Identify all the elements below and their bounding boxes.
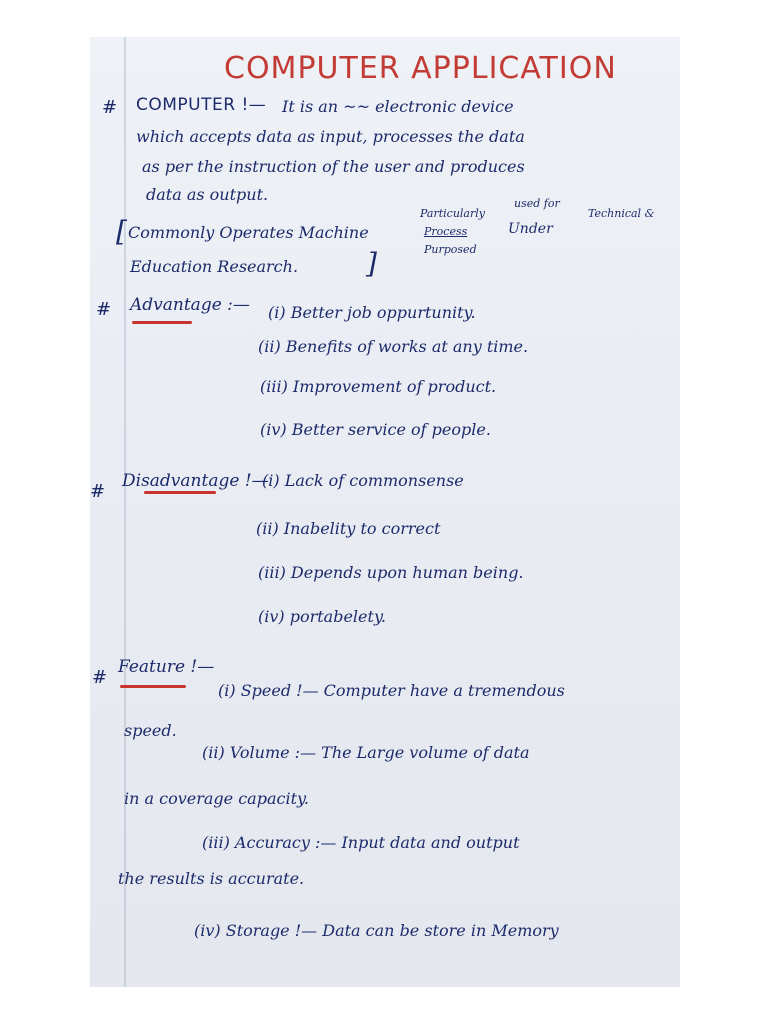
acronym-process: Process [424,225,468,238]
margin-line [124,37,126,987]
acronym-particularly: Particularly [420,207,485,220]
computer-line4: data as output. [146,185,269,204]
advantage-heading: Advantage :— [130,295,250,315]
acronym-line1: Commonly Operates Machine [128,223,369,242]
disadvantage-item-1: (i) Lack of commonsense [262,471,464,490]
advantage-underline [132,321,192,324]
disadvantage-heading: Disadvantage !— [122,471,269,491]
feature-accuracy-line2: the results is accurate. [118,869,305,888]
computer-heading: COMPUTER !— [136,95,267,115]
computer-line3: as per the instruction of the user and produces [142,157,525,176]
computer-line2: which accepts data as input, processes the data [136,127,525,146]
acronym-line2: Education Research. [130,257,299,276]
disadvantage-item-2: (ii) Inabelity to correct [256,519,441,538]
feature-volume-line1: (ii) Volume :— The Large volume of data [202,743,530,762]
feature-underline [120,685,186,688]
feature-volume-line2: in a coverage capacity. [124,789,310,808]
feature-accuracy-line1: (iii) Accuracy :— Input data and output [202,833,520,852]
acronym-used-for: used for [514,197,560,210]
disadvantage-underline [144,491,216,494]
bullet-disadvantage: # [90,481,106,502]
advantage-item-1: (i) Better job oppurtunity. [268,303,476,322]
page-title: COMPUTER APPLICATION [224,51,617,86]
acronym-purposed: Purposed [424,243,477,256]
feature-speed-line2: speed. [124,721,177,740]
advantage-item-4: (iv) Better service of people. [260,420,491,439]
advantage-item-2: (ii) Benefits of works at any time. [258,337,529,356]
acronym-under: Under [508,221,553,237]
computer-line1: It is an ~~ electronic device [282,97,514,116]
bracket-open: [ [116,215,127,248]
feature-speed-line1: (i) Speed !— Computer have a tremendous [218,681,565,700]
bullet-advantage: # [96,299,112,320]
feature-storage-line1: (iv) Storage !— Data can be store in Memory [194,921,559,940]
feature-heading: Feature !— [118,657,215,677]
bracket-close: ] [366,247,377,280]
advantage-item-3: (iii) Improvement of product. [260,377,497,396]
bullet-feature: # [92,667,108,688]
disadvantage-item-3: (iii) Depends upon human being. [258,563,524,582]
disadvantage-item-4: (iv) portabelety. [258,607,386,626]
acronym-technical: Technical & [588,207,655,220]
notebook-page [90,37,680,987]
bullet-computer: # [102,97,118,118]
